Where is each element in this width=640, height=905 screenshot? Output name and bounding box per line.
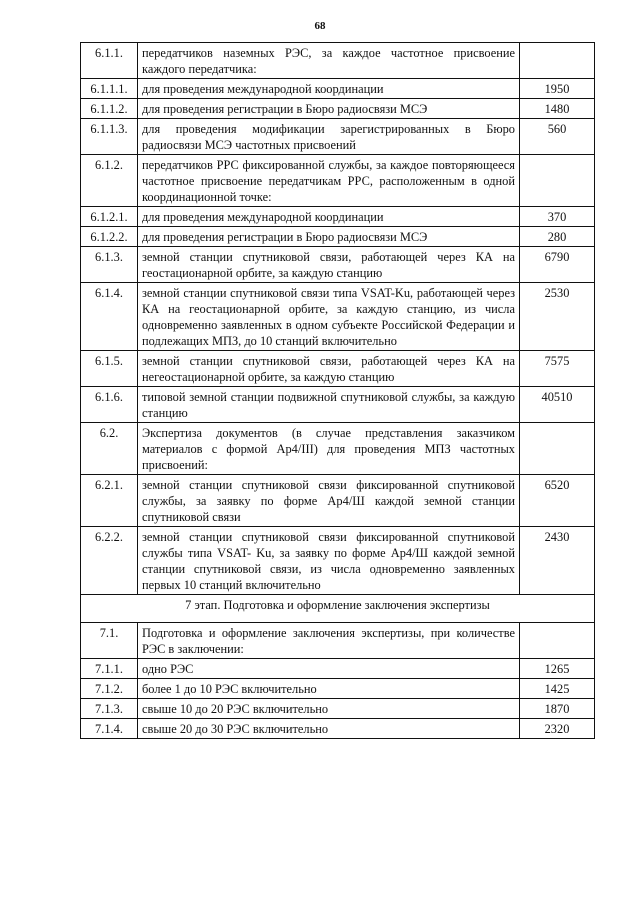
- item-description: передатчиков РРС фиксированной службы, за каждое повторяющееся частотное присвоение передатчикам РРС, расположенным в одной координационной точке:: [138, 155, 520, 207]
- item-description: для проведения регистрации в Бюро радиосвязи МСЭ: [138, 99, 520, 119]
- table-row: [81, 247, 595, 283]
- item-description: для проведения международной координации: [138, 79, 520, 99]
- item-description: свыше 10 до 20 РЭС включительно: [138, 699, 520, 719]
- item-price: [520, 43, 595, 79]
- item-number: 6.1.1.: [81, 43, 138, 79]
- item-number: 7.1.: [81, 623, 138, 659]
- item-description: для проведения модификации зарегистрированных в Бюро радиосвязи МСЭ частотных присвоений: [138, 119, 520, 155]
- table-row: [81, 283, 595, 351]
- item-number: 7.1.1.: [81, 659, 138, 679]
- item-price: 370: [520, 207, 595, 227]
- item-price: 40510: [520, 387, 595, 423]
- table-row: [81, 679, 595, 699]
- item-number: 6.1.1.1.: [81, 79, 138, 99]
- item-price: 7575: [520, 351, 595, 387]
- item-number: 6.2.: [81, 423, 138, 475]
- table-row: [81, 719, 595, 739]
- item-number: 6.2.2.: [81, 527, 138, 595]
- item-description: для проведения регистрации в Бюро радиосвязи МСЭ: [138, 227, 520, 247]
- item-description: земной станции спутниковой связи, работающей через КА на негеостационарной орбите, за каждую станцию: [138, 351, 520, 387]
- table-row: [81, 43, 595, 79]
- item-description: земной станции спутниковой связи типа VSAT-Ku, работающей через КА на геостационарной орбите, за каждую станцию, из числа одновременно заявленных в одном субъекте Российской Федерации и подлежащих МПЗ, до 10 станций включительно: [138, 283, 520, 351]
- table-row: [81, 623, 595, 659]
- item-number: 6.1.2.: [81, 155, 138, 207]
- tariff-table: [80, 42, 595, 739]
- item-price: 2430: [520, 527, 595, 595]
- item-price: 1870: [520, 699, 595, 719]
- item-description: свыше 20 до 30 РЭС включительно: [138, 719, 520, 739]
- table-row: [81, 423, 595, 475]
- item-price: [520, 423, 595, 475]
- table-row: [81, 475, 595, 527]
- table-row: [81, 119, 595, 155]
- item-price: [520, 623, 595, 659]
- item-description: для проведения международной координации: [138, 207, 520, 227]
- stage-title: 7 этап. Подготовка и оформление заключения экспертизы: [81, 595, 595, 623]
- table-row: [81, 207, 595, 227]
- table-row: [81, 527, 595, 595]
- item-number: 7.1.4.: [81, 719, 138, 739]
- item-number: 7.1.3.: [81, 699, 138, 719]
- item-description: земной станции спутниковой связи фиксированной спутниковой службы типа VSAT- Ku, за заявку по форме Ар4/Ш каждой земной станции спутниковой связи, из числа одновременно заявленных первых 10 станций включительно: [138, 527, 520, 595]
- item-price: 280: [520, 227, 595, 247]
- item-description: Подготовка и оформление заключения экспертизы, при количестве РЭС в заключении:: [138, 623, 520, 659]
- table-row: [81, 99, 595, 119]
- item-price: 2320: [520, 719, 595, 739]
- item-number: 6.1.1.3.: [81, 119, 138, 155]
- item-description: типовой земной станции подвижной спутниковой службы, за каждую станцию: [138, 387, 520, 423]
- item-number: 6.1.4.: [81, 283, 138, 351]
- item-description: одно РЭС: [138, 659, 520, 679]
- item-price: 1950: [520, 79, 595, 99]
- item-description: земной станции спутниковой связи фиксированной спутниковой службы, за заявку по форме Ар4/Ш каждой земной станции спутниковой связи: [138, 475, 520, 527]
- item-number: 6.1.2.1.: [81, 207, 138, 227]
- table-row: [81, 659, 595, 679]
- table-row: [81, 351, 595, 387]
- item-number: 6.1.6.: [81, 387, 138, 423]
- item-price: 1480: [520, 99, 595, 119]
- table-row: [81, 227, 595, 247]
- item-description: более 1 до 10 РЭС включительно: [138, 679, 520, 699]
- item-price: 560: [520, 119, 595, 155]
- item-number: 6.1.3.: [81, 247, 138, 283]
- item-number: 6.2.1.: [81, 475, 138, 527]
- table-row: [81, 155, 595, 207]
- table-row: [81, 387, 595, 423]
- item-description: земной станции спутниковой связи, работающей через КА на геостационарной орбите, за каждую станцию: [138, 247, 520, 283]
- item-number: 6.1.1.2.: [81, 99, 138, 119]
- item-price: 1425: [520, 679, 595, 699]
- stage-row: [81, 595, 595, 623]
- item-price: 6790: [520, 247, 595, 283]
- table-row: [81, 699, 595, 719]
- item-number: 7.1.2.: [81, 679, 138, 699]
- item-price: 1265: [520, 659, 595, 679]
- table-row: [81, 79, 595, 99]
- item-price: 6520: [520, 475, 595, 527]
- item-number: 6.1.5.: [81, 351, 138, 387]
- item-number: 6.1.2.2.: [81, 227, 138, 247]
- page-number: 68: [314, 20, 326, 32]
- item-description: передатчиков наземных РЭС, за каждое частотное присвоение каждого передатчика:: [138, 43, 520, 79]
- item-price: [520, 155, 595, 207]
- item-description: Экспертиза документов (в случае представления заказчиком материалов с формой Ар4/III) для проведения МПЗ частотных присвоений:: [138, 423, 520, 475]
- item-price: 2530: [520, 283, 595, 351]
